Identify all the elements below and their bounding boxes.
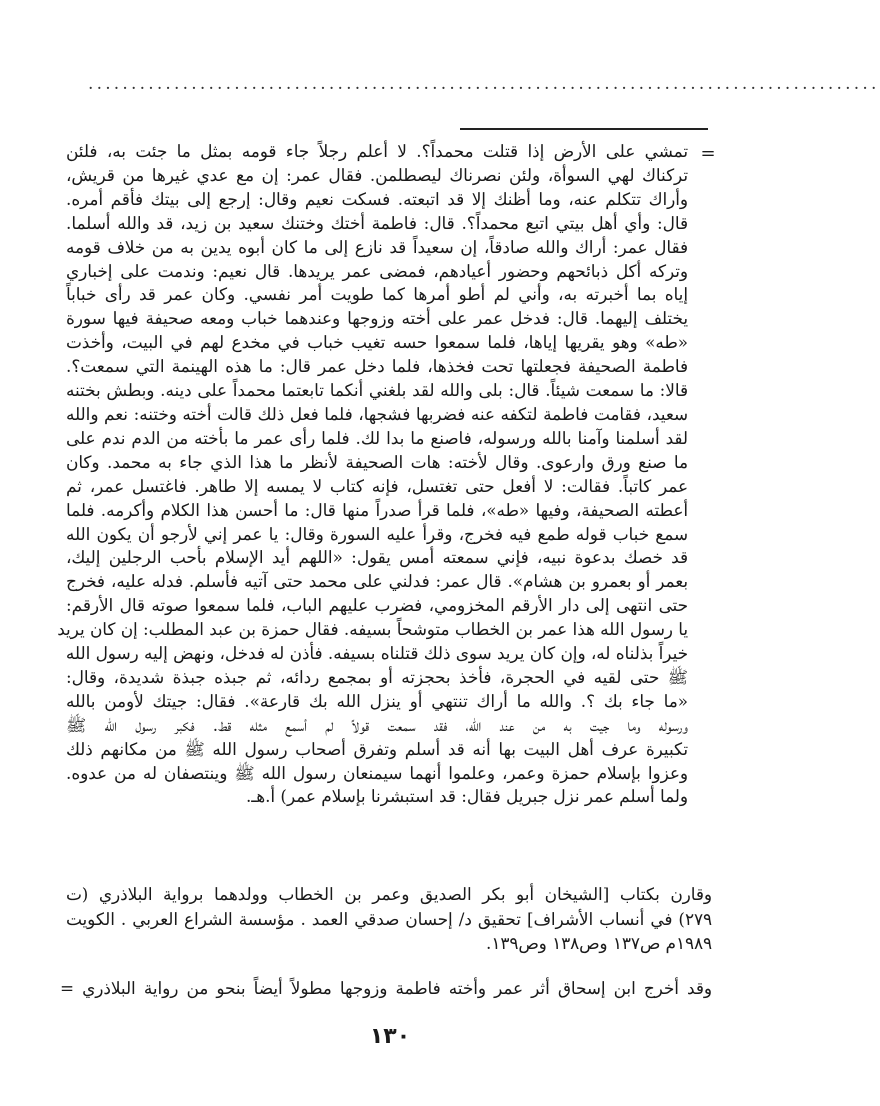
text-line: تركناك لهي السوأة، ولئن نصرناك ليصطلمن. فقال عمر: إن مع عدي غيرها من قريش،	[66, 164, 688, 185]
page-number: ١٣٠	[369, 1024, 411, 1049]
text-line: ١٩٨٩م ص١٣٧ وص١٣٨ وص١٣٩.	[485, 933, 712, 953]
continuation-mark: =	[700, 143, 716, 164]
text-line: إياه بما أخبرته به، وأني لم أطو أمرها كما طويت أمر نفسي. وكان عمر قد رأى خباباً	[66, 284, 688, 305]
text-line: وقارن بكتاب [الشيخان أبو بكر الصديق وعمر بن الخطاب وولدهما برواية البلاذري (ت	[66, 884, 712, 904]
text-line: قالا: ما سمعت شيئاً. قال: بلى والله لقد بلغني أنكما تابعتما محمداً على دينه. وبطش بختنه	[66, 380, 688, 401]
text-line: ما صنع ورق وارعوى. وقال لأخته: هات الصحيفة لأنظر ما هذا الذي جاء به محمد. وكان	[66, 451, 688, 472]
ibn-ishaq-note: وقد أخرج ابن إسحاق أثر عمر وأخته فاطمة وزوجها مطولاً أيضاً بنحو من رواية البلاذري =	[60, 978, 712, 998]
text-line: قد خصك بدعوة نبيه، فإني سمعته أمس يقول: «اللهم أيد الإسلام بأحب الرجلين إليك،	[66, 547, 688, 568]
text-line: سمع خباب قوله طمع فيه فخرج، وقرأ عليه السورة وقال: يا عمر إني لأرجو أن يكون الله	[66, 523, 688, 544]
text-line: لقد أسلمنا وآمنا بالله ورسوله، فاصنع ما بدا لك. فلما رأى عمر ما بأخته من الدم ندم على	[66, 427, 688, 448]
text-line: ٢٧٩) في أنساب الأشراف] تحقيق د/ إحسان صدقي العمد . مؤسسة الشراع العربي . الكويت	[66, 908, 712, 929]
text-line: حتى انتهى إلى دار الأرقم المخزومي، فضرب عليهم الباب، فلما سمعوا صوته قال الأرقم:	[66, 595, 688, 616]
text-line: سعيد، فقامت فاطمة لتكفه عنه فضربها فشجها، فلما فعل ذلك قالت أخته وختنه: نعم والله	[66, 403, 688, 424]
reference-note	[66, 882, 712, 956]
text-line: خيراً بذلناه له، وإن كان يريد سوى ذلك قتلناه بسيفه. فأذن له فدخل، ونهض إليه رسول الله	[65, 643, 688, 664]
text-line: أعطته الصحيفة، وفيها «طه»، فلما قرأ صدراً منها قال: ما أحسن هذا الكلام وأكرمه. فلما	[66, 499, 688, 520]
text-line: فاطمة الصحيفة فجعلتها تحت فخذها، فلما دخل عمر قال: ما هذه الهينمة التي سمعت؟.	[66, 356, 688, 377]
text-line: تكبيرة عرف أهل البيت بها أنه قد أسلم وتفرق أصحاب رسول الله ﷺ من مكانهم ذلك	[66, 738, 688, 759]
text-line: وعزوا بإسلام حمزة وعمر، وعلموا أنهما سيمنعان رسول الله ﷺ وينتصفان له من عدوه.	[66, 762, 688, 783]
text-line: تمشي على الأرض إذا قتلت محمداً؟. لا أعلم رجلاً جاء قومه بمثل ما جئت به، فلئن	[66, 141, 688, 161]
text-line: قال: وأي أهل بيتي اتبع محمداً؟. قال: فاطمة أختك وختنك سعيد بن زيد، قد والله أسلما.	[66, 212, 688, 233]
text-line: عمر كاتباً. فقالت: لا أفعل حتى تغتسل، فإنه كتاب لا يمسه إلا طاهر. فاغتسل عمر، ثم	[66, 475, 688, 496]
text-line: ورسوله وما جيت به من عند الله، فقد سمعت قولاً لم أسمع مثله قط. فكبر رسول الله ﷺ	[66, 714, 688, 735]
footnote-separator	[460, 128, 708, 130]
header-dotted-rule: ............................................................................................	[88, 74, 880, 94]
text-line: بعمر أو بعمرو بن هشام». قال عمر: فدلني على محمد حتى آتيه فأسلم. فدله عليه، فخرج	[66, 571, 688, 592]
text-line: ولما أسلم عمر نزل جبريل فقال: قد استبشرنا بإسلام عمر) أ.هـ.	[245, 786, 688, 807]
text-line: ﷺ حتى لقيه في الحجرة، فأخذ بحجزته أو بمجمع ردائه، ثم جبذه جبذة شديدة، وقال:	[66, 666, 688, 687]
text-line: وتركه أكل ذبائحهم وحضور أعيادهم، فمضى عمر يريدها. قال نعيم: وندمت على إخباري	[66, 260, 688, 281]
text-line: «ما جاء بك ؟. والله ما أراك تنتهي أو ينزل الله بك قارعة». فقال: جيتك لأومن بالله	[66, 690, 688, 711]
text-line: «طه» وهو يقريها إياها، فلما سمعوا حسه تغيب خباب في مخدع لهم في البيت، وأخذت	[66, 332, 688, 353]
text-line: فقال عمر: أراك والله صادقاً، إن سعيداً قد نازع إلى ما كان أبوه يدين به من خلاف قومه	[66, 236, 688, 257]
text-line: وأراك تتكلم عنه، وما أظنك إلا قد اتبعته. فسكت نعيم وقال: إرجع إلى بيتك فأقم أمره.	[66, 188, 688, 209]
text-line: يا رسول الله هذا عمر بن الخطاب متوشحاً بسيفه. فقال حمزة بن عبد المطلب: إن كان يريد	[57, 619, 688, 640]
text-line: يختلف إليهما. قال: فدخل عمر على أخته وزوجها وعندهما خباب ومعه صحيفة فيها سورة	[66, 308, 688, 329]
footnote-text	[57, 140, 688, 809]
